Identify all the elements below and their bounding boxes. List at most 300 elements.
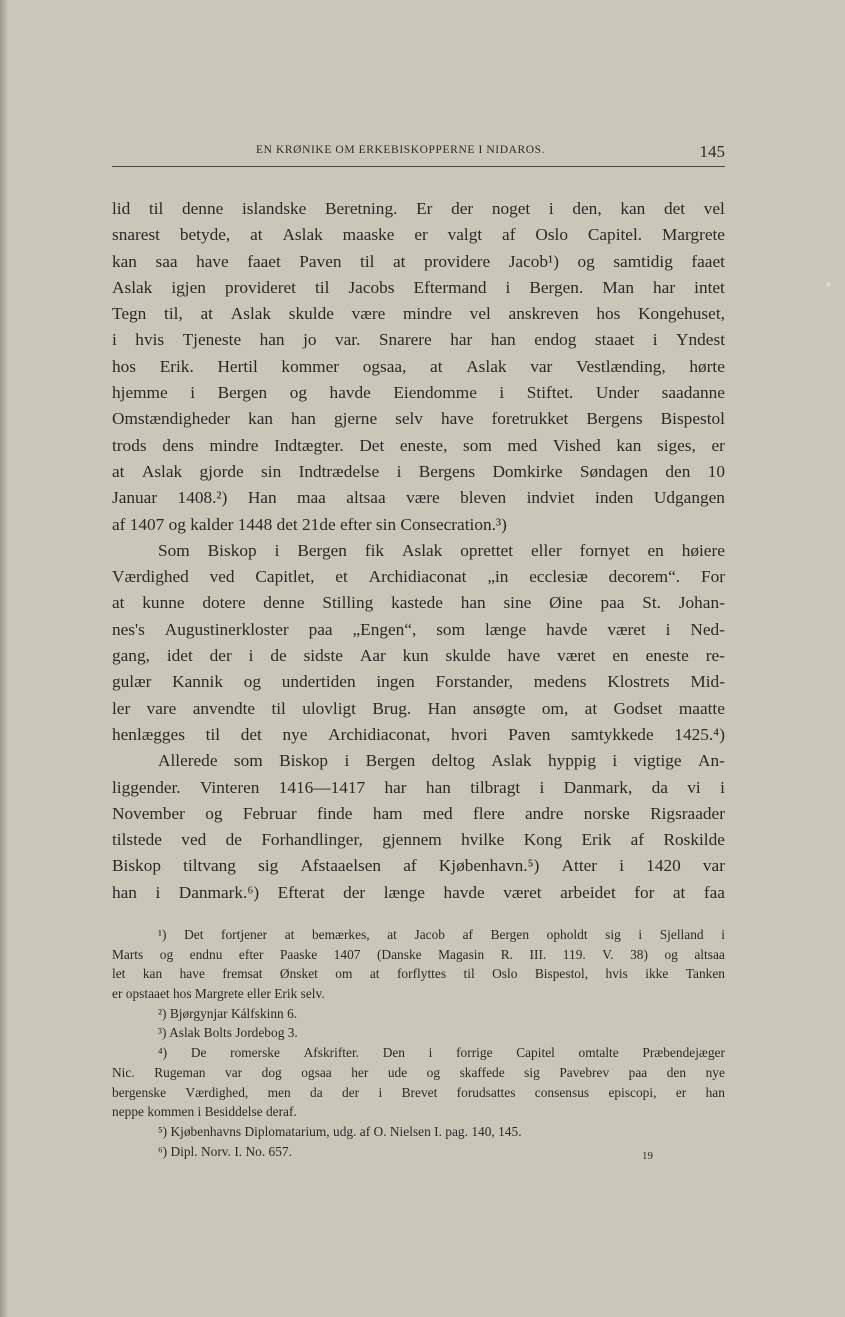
word: fremsat <box>222 966 263 982</box>
word: 1425.⁴) <box>674 724 725 744</box>
word: Brug. <box>372 698 412 718</box>
word: De <box>190 1045 207 1061</box>
word: ansøgte <box>472 698 526 718</box>
word: i <box>396 461 402 481</box>
word: Bispestol, <box>534 966 589 982</box>
word: til <box>463 966 475 982</box>
text-line <box>112 827 725 853</box>
word: hvori <box>451 724 488 744</box>
word: Præbendejæger <box>642 1045 725 1061</box>
word: 119. <box>562 946 586 962</box>
word: der <box>343 882 366 902</box>
word: anskreven <box>508 304 579 324</box>
word: Hertil <box>217 356 258 376</box>
running-title: EN KRØNIKE OM ERKEBISKOPPERNE I NIDAROS. <box>256 144 546 156</box>
word: Eiendomme <box>393 383 477 403</box>
word: hørte <box>689 356 725 376</box>
word: Danmark.⁶) <box>178 882 260 902</box>
word: i <box>248 646 254 666</box>
word: paa <box>600 593 625 613</box>
word: er <box>675 1084 687 1100</box>
word: Jacob <box>414 927 445 942</box>
footnote-line <box>112 945 725 965</box>
word: Paaske <box>279 946 318 962</box>
word: Capitlet, <box>255 567 315 587</box>
word: dog <box>261 1064 282 1080</box>
word: havde <box>329 383 371 403</box>
word: Snarere <box>378 330 432 350</box>
word: af <box>403 856 417 876</box>
word: staaet <box>594 330 635 350</box>
word: Capitel <box>516 1045 555 1061</box>
word: om, <box>541 698 569 718</box>
text-line <box>112 775 725 801</box>
word: bergenske <box>112 1084 167 1100</box>
word: Er <box>416 199 433 218</box>
word: bleven <box>460 488 507 508</box>
word: Værdighed, <box>185 1084 249 1100</box>
word: providere <box>423 251 491 271</box>
word: eneste <box>645 646 689 666</box>
word: ingen <box>376 672 415 692</box>
word: Nic. <box>112 1064 135 1080</box>
word: Biskop <box>207 540 257 560</box>
word: en <box>647 540 664 560</box>
word: Oslo <box>492 966 518 982</box>
word: altsaa <box>694 946 725 962</box>
word: der <box>342 1084 360 1100</box>
word: „Engen“, <box>352 619 417 639</box>
word: for <box>634 882 655 902</box>
word: de <box>225 830 242 850</box>
word: det <box>663 199 686 218</box>
word: Aslak <box>112 277 153 297</box>
word: i <box>619 856 625 876</box>
word: i <box>344 751 350 771</box>
word: igjen <box>171 277 206 297</box>
word: foretrukket <box>491 409 569 429</box>
word: Archidiaconat <box>368 567 467 587</box>
word: have <box>507 646 541 666</box>
word: denne <box>263 593 305 613</box>
word: Bergens <box>586 409 643 429</box>
word: er <box>711 435 725 455</box>
text-line <box>112 538 725 564</box>
word: i <box>548 199 554 218</box>
word: andre <box>524 803 564 823</box>
word: paa <box>308 619 333 639</box>
word: skulde <box>445 646 491 666</box>
word: arbeidet <box>560 882 616 902</box>
word: Kjøbenhavn.⁵) <box>438 856 540 876</box>
word: Archidiaconat, <box>328 724 431 744</box>
word: at <box>672 882 686 902</box>
word: gulær <box>112 672 152 692</box>
word: mindre <box>209 435 259 455</box>
word: Øine <box>549 593 583 613</box>
word: forudsattes <box>456 1084 516 1100</box>
word: noget <box>491 199 531 218</box>
word: der <box>209 646 232 666</box>
word: sidste <box>303 646 343 666</box>
word: samtykkede <box>571 724 654 744</box>
word: ogsaa, <box>362 356 407 376</box>
word: Kannik <box>172 672 223 692</box>
text-line <box>112 669 725 695</box>
word: For <box>700 567 725 587</box>
word: har <box>653 277 676 297</box>
word: i <box>539 777 545 797</box>
word: vel <box>469 304 491 324</box>
word: Tegn <box>112 304 147 324</box>
word: i <box>505 277 511 297</box>
word: R. <box>500 946 514 962</box>
word: gjorde <box>199 461 244 481</box>
word: Aslak <box>282 225 323 245</box>
word: Man <box>602 277 634 297</box>
text-line <box>112 564 725 590</box>
footnote-line: ⁵) Kjøbenhavns Diplomatarium, udg. af O. Nielsen I. pag. 140, 145. <box>158 1123 522 1139</box>
text-line <box>112 222 725 248</box>
paper-speck <box>826 282 831 287</box>
word: (Danske <box>376 946 422 962</box>
word: Ned- <box>690 619 725 639</box>
word: til <box>205 724 221 744</box>
word: November <box>112 803 185 823</box>
word: skaffede <box>459 1064 505 1080</box>
word: jo <box>303 330 317 350</box>
word: han <box>460 593 486 613</box>
word: med <box>422 803 453 823</box>
word: tiltvang <box>183 856 236 876</box>
word: 1408.²) <box>177 488 228 508</box>
word: flere <box>473 803 505 823</box>
word: Erik. <box>159 356 194 376</box>
word: at <box>112 593 125 613</box>
word: ¹) <box>158 927 167 942</box>
word: re- <box>705 646 725 666</box>
word: at <box>584 698 598 718</box>
word: Allerede <box>158 751 218 771</box>
word: henlægges <box>112 724 185 744</box>
text-line <box>112 249 725 275</box>
word: ude <box>387 1064 408 1080</box>
word: i <box>499 383 505 403</box>
word: mindre <box>402 304 452 324</box>
word: Den <box>382 1045 405 1061</box>
word: forflyttes <box>396 966 447 982</box>
word: omtalte <box>578 1045 619 1061</box>
text-line <box>112 275 725 301</box>
word: kan <box>142 966 163 982</box>
word: Rigsraader <box>650 803 725 823</box>
text-line <box>112 327 725 353</box>
word: anvendte <box>192 698 256 718</box>
footnotes <box>112 925 725 1161</box>
word: i <box>378 1084 383 1100</box>
text-line <box>112 354 725 380</box>
word: dens <box>162 435 194 455</box>
word: bemærkes, <box>311 927 370 942</box>
word: selv <box>395 409 423 429</box>
word: Forstander, <box>435 672 513 692</box>
word: maa <box>297 488 326 508</box>
sheet-number: 19 <box>642 1150 653 1162</box>
word: ler <box>112 698 131 718</box>
text-line <box>112 196 725 222</box>
word: hjemme <box>112 383 168 403</box>
word: Augustinerkloster <box>164 619 289 639</box>
word: eller <box>530 540 562 560</box>
text-line <box>112 485 725 511</box>
word: altsaa <box>346 488 386 508</box>
word: med <box>507 435 538 455</box>
word: Han <box>247 488 277 508</box>
word: Aslak <box>491 751 532 771</box>
word: endog <box>534 330 577 350</box>
word: Paven <box>299 251 342 271</box>
text-line: af 1407 og kalder 1448 det 21de efter sin Consecration.³) <box>112 514 507 534</box>
word: Roskilde <box>663 830 725 850</box>
word: længe <box>383 882 425 902</box>
footnote-line <box>112 964 725 984</box>
text-line <box>112 748 725 774</box>
word: Under <box>595 383 640 403</box>
word: sine <box>503 593 532 613</box>
word: en <box>612 646 629 666</box>
word: at <box>250 225 263 245</box>
word: Tjeneste <box>182 330 242 350</box>
word: Marts <box>112 946 144 962</box>
word: Efterat <box>277 882 325 902</box>
word: i <box>190 383 196 403</box>
word: til, <box>164 304 183 324</box>
word: om <box>335 966 353 982</box>
word: da <box>651 777 668 797</box>
word: til <box>360 251 375 271</box>
word: forrige <box>456 1045 493 1061</box>
text-line <box>112 406 725 432</box>
word: den <box>665 461 691 481</box>
word: opholdt <box>546 927 588 942</box>
word: Magasin <box>438 946 485 962</box>
text-line <box>112 590 725 616</box>
word: være <box>351 304 386 324</box>
word: vel <box>703 199 725 218</box>
word: 1416—1417 <box>278 777 366 797</box>
word: havde <box>443 882 485 902</box>
word: Yndest <box>676 330 725 350</box>
word: snarest <box>112 225 160 245</box>
word: da <box>310 1084 323 1100</box>
word: i <box>665 619 671 639</box>
word: skulde <box>288 304 334 324</box>
word: have <box>440 409 474 429</box>
word: 1420 <box>646 856 681 876</box>
word: fik <box>364 540 385 560</box>
word: til <box>271 698 286 718</box>
word: været <box>503 882 542 902</box>
word: her <box>351 1064 369 1080</box>
word: Godset <box>613 698 663 718</box>
word: Danmark, <box>563 777 633 797</box>
word: romerske <box>230 1045 280 1061</box>
word: til <box>315 277 330 297</box>
word: Capitel. <box>587 225 643 245</box>
word: Sjelland <box>659 927 704 942</box>
word: som <box>463 435 492 455</box>
page-edge-shadow <box>0 0 8 1317</box>
word: var <box>702 856 725 876</box>
word: 1407 <box>333 946 361 962</box>
word: efter <box>238 946 264 962</box>
word: fornyet <box>579 540 630 560</box>
word: Erik <box>581 830 612 850</box>
text-line <box>112 433 725 459</box>
word: denne <box>182 199 224 218</box>
word: betyde, <box>179 225 231 245</box>
word: deltog <box>431 751 475 771</box>
word: til <box>148 199 164 218</box>
word: og <box>664 946 678 962</box>
word: valgt <box>447 225 483 245</box>
text-line <box>112 643 725 669</box>
word: af <box>502 225 516 245</box>
word: Indtægter. <box>274 435 344 455</box>
word: ved <box>181 830 207 850</box>
word: ⁴) <box>158 1045 168 1061</box>
word: vigtige <box>633 751 682 771</box>
word: et <box>335 567 348 587</box>
word: siges, <box>656 435 696 455</box>
word: Johan- <box>678 593 725 613</box>
word: let <box>112 966 126 982</box>
word: maatte <box>678 698 725 718</box>
word: Bergens <box>418 461 476 481</box>
word: være <box>406 488 440 508</box>
word: at <box>112 461 125 481</box>
word: tilstede <box>112 830 162 850</box>
word: Indtrædelse <box>298 461 380 481</box>
word: St. <box>642 593 661 613</box>
word: Stiftet. <box>526 383 574 403</box>
word: Bergen. <box>529 277 584 297</box>
word: decorem“. <box>608 567 681 587</box>
word: Mid- <box>690 672 725 692</box>
word: ulovligt <box>302 698 356 718</box>
word: nye <box>282 724 308 744</box>
word: i <box>652 330 658 350</box>
word: Bergen <box>297 540 347 560</box>
word: hvilke <box>461 830 505 850</box>
word: den <box>666 1064 687 1080</box>
word: Vinteren <box>199 777 260 797</box>
word: sig <box>524 1064 540 1080</box>
word: Kong <box>523 830 563 850</box>
word: Aslak <box>141 461 183 481</box>
word: Jacob¹) <box>508 251 559 271</box>
footnote-line: ³) Aslak Bolts Jordebog 3. <box>158 1025 298 1041</box>
word: hvis <box>135 330 165 350</box>
word: Afstaaelsen <box>300 856 382 876</box>
word: Som <box>158 540 190 560</box>
word: Bergen <box>217 383 268 403</box>
text-line <box>112 301 725 327</box>
word: Paven <box>508 724 551 744</box>
word: Afskrifter. <box>303 1045 360 1061</box>
word: han <box>259 330 285 350</box>
word: maaske <box>342 225 395 245</box>
word: i <box>720 777 725 797</box>
word: at <box>369 966 380 982</box>
word: Aslak <box>466 356 507 376</box>
word: og <box>289 383 307 403</box>
word: idet <box>166 646 193 666</box>
word: 38) <box>630 946 648 962</box>
word: hyppig <box>547 751 596 771</box>
word: Vished <box>552 435 601 455</box>
word: Bispestol <box>660 409 725 429</box>
word: provideret <box>224 277 296 297</box>
word: III. <box>529 946 547 962</box>
word: i <box>155 882 161 902</box>
word: at <box>387 927 397 942</box>
word: Bergen <box>490 927 530 942</box>
word: „in <box>487 567 509 587</box>
word: Rugeman <box>154 1064 206 1080</box>
text-line <box>112 853 725 879</box>
word: Pavebrev <box>559 1064 610 1080</box>
word: Biskop <box>279 751 329 771</box>
word: Han <box>427 698 457 718</box>
word: at <box>392 251 406 271</box>
word: Vestlænding, <box>575 356 666 376</box>
word: lid <box>112 199 131 218</box>
word: sin <box>261 461 282 481</box>
word: længe <box>484 619 527 639</box>
word: gjerne <box>333 409 378 429</box>
word: den, <box>572 199 602 218</box>
word: An- <box>697 751 725 771</box>
word: kan <box>620 199 646 218</box>
word: og <box>426 1064 441 1080</box>
word: af <box>462 927 473 942</box>
word: Aslak <box>230 304 272 324</box>
word: Beretning. <box>324 199 398 218</box>
word: var. <box>335 330 361 350</box>
word: Brevet <box>401 1084 438 1100</box>
word: Tanken <box>685 966 725 982</box>
word: saa <box>155 251 178 271</box>
word: høiere <box>681 540 725 560</box>
word: faa <box>703 882 725 902</box>
word: Jacobs <box>348 277 395 297</box>
word: have <box>196 251 229 271</box>
word: sig <box>605 927 621 942</box>
word: Forhandlinger, <box>261 830 363 850</box>
word: faaet <box>247 251 281 271</box>
footnote-line <box>112 1083 725 1103</box>
word: Det <box>359 435 385 455</box>
word: at <box>430 356 443 376</box>
word: finde <box>316 803 353 823</box>
word: har <box>384 777 407 797</box>
word: gang, <box>112 646 150 666</box>
word: Biskop <box>112 856 161 876</box>
body-text <box>112 196 725 906</box>
word: kunne <box>142 593 185 613</box>
word: var <box>225 1064 243 1080</box>
